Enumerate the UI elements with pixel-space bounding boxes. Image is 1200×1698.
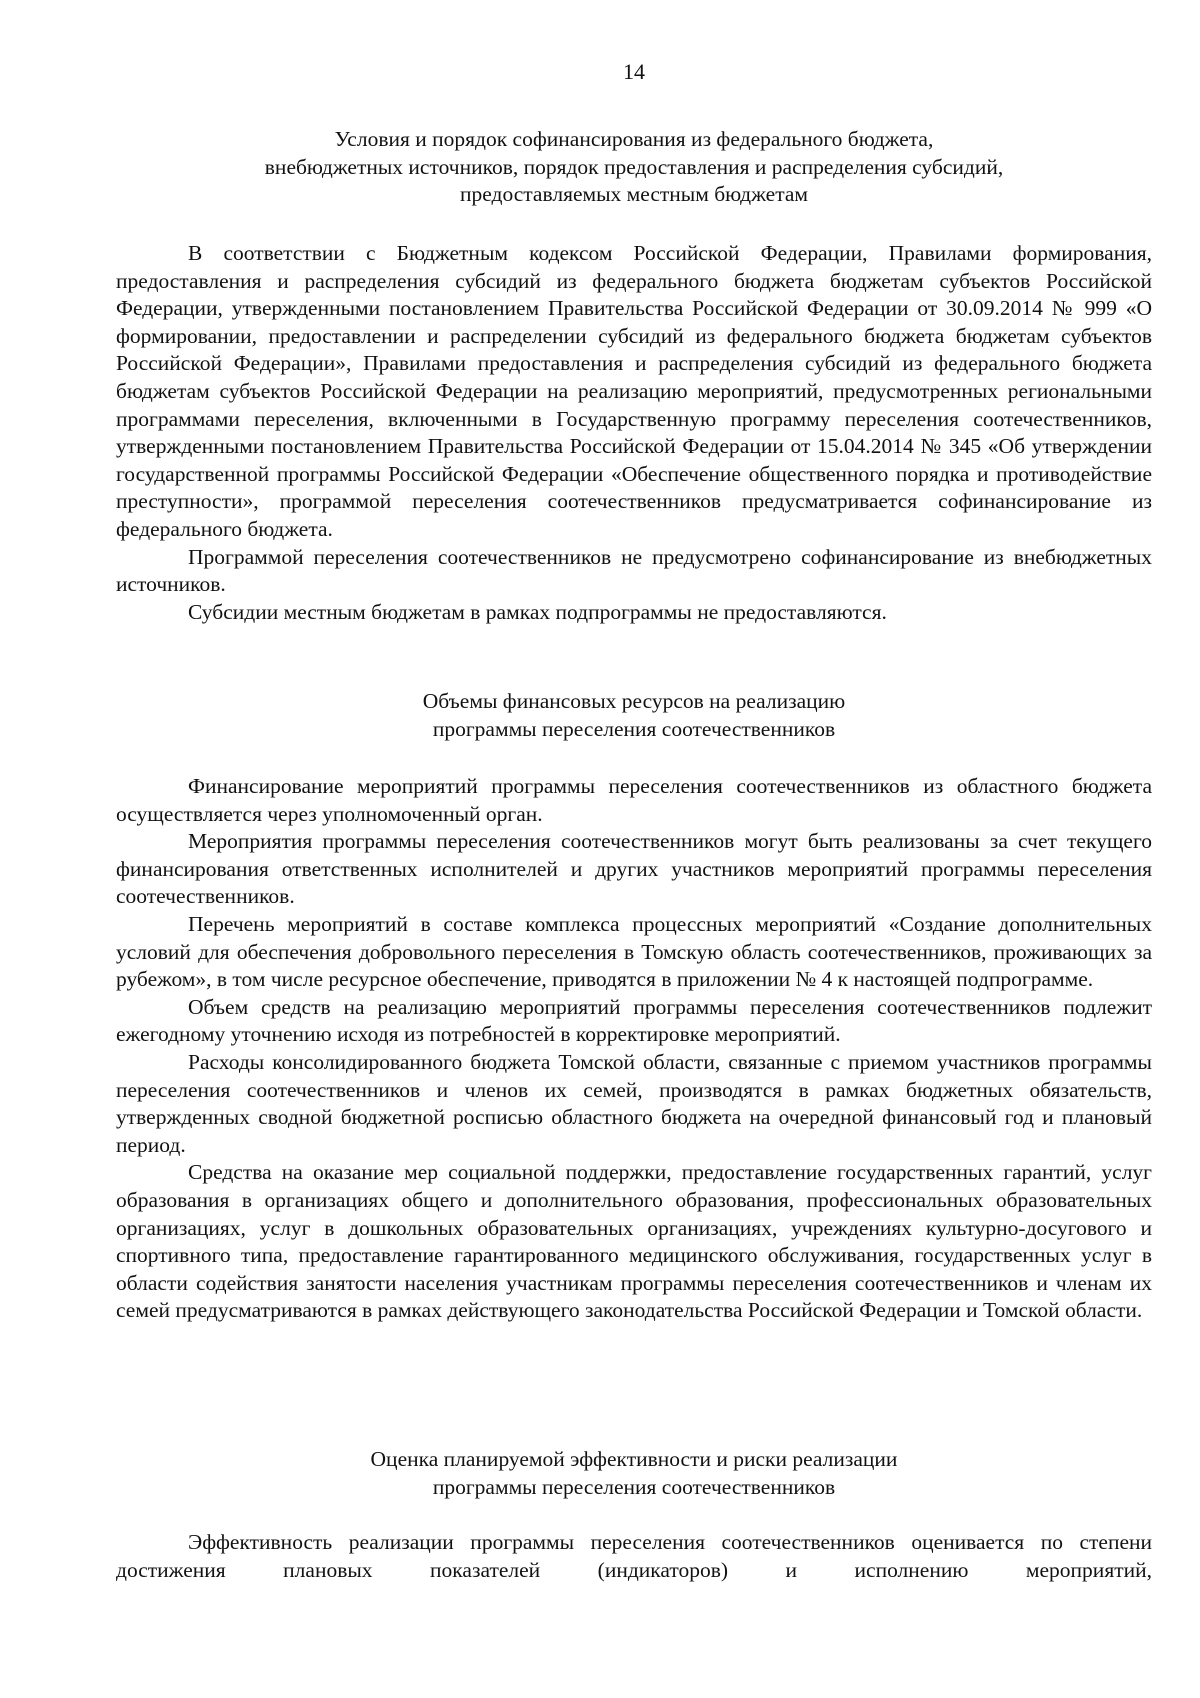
- heading-line: Объемы финансовых ресурсов на реализацию: [422, 689, 846, 713]
- section-heading-cofinancing: [116, 126, 1152, 209]
- section-body-financial-resources: [116, 773, 1152, 1325]
- heading-line: Условия и порядок софинансирования из федерального бюджета,: [334, 127, 934, 151]
- section-body-efficiency-risks: [116, 1529, 1152, 1584]
- section-heading-efficiency-risks: [116, 1446, 1152, 1501]
- paragraph: В соответствии с Бюджетным кодексом Российской Федерации, Правилами формирования, предоставления и распределения субсидий из федерального бюджета бюджетам субъектов Российской Федерации, утвержденными постановлением Правительства Российской Федерации от 30.09.2014 № 999 «О формировании, предоставлении и распределении субсидий из федерального бюджета бюджетам субъектов Российской Федерации», Правилами предоставления и распределения субсидий из федерального бюджета бюджетам субъектов Российской Федерации на реализацию мероприятий, предусмотренных региональными программами переселения, включенными в Государственную программу переселения соотечественников, утвержденными постановлением Правительства Российской Федерации от 15.04.2014 № 345 «Об утверждении государственной программы Российской Федерации «Обеспечение общественного порядка и противодействие преступности», программой переселения соотечественников предусматривается софинансирование из федерального бюджета.: [116, 241, 1152, 541]
- section-body-cofinancing: [116, 240, 1152, 626]
- heading-line: предоставляемых местным бюджетам: [459, 182, 808, 206]
- heading-line: программы переселения соотечественников: [432, 1474, 836, 1499]
- paragraph: Программой переселения соотечественников не предусмотрено софинансирование из внебюджетных источников.: [116, 544, 1152, 597]
- paragraph: Субсидии местным бюджетам в рамках подпрограммы не предоставляются.: [188, 599, 887, 624]
- paragraph: Объем средств на реализацию мероприятий программы переселения соотечественников подлежит ежегодному уточнению исходя из потребностей в корректировке мероприятий.: [116, 994, 1152, 1047]
- paragraph: Средства на оказание мер социальной поддержки, предоставление государственных гарантий, услуг образования в организациях общего и дополнительного образования, профессиональных образовательных организациях, услуг в дошкольных образовательных организациях, учреждениях культурно-досугового и спортивного типа, предоставление гарантированного медицинского обслуживания, государственных услуг в области содействия занятости населения участникам программы переселения соотечественников и членам их семей предусматриваются в рамках действующего законодательства Российской Федерации и Томской области.: [116, 1160, 1152, 1323]
- page-number: 14: [623, 59, 645, 84]
- paragraph: Расходы консолидированного бюджета Томской области, связанные с приемом участников программы переселения соотечественников и членов их семей, производятся в рамках бюджетных обязательств, утвержденных сводной бюджетной росписью областного бюджета на очередной финансовый год и плановый период.: [116, 1049, 1152, 1157]
- heading-line: программы переселения соотечественников: [432, 716, 836, 741]
- paragraph: Перечень мероприятий в составе комплекса процессных мероприятий «Создание дополнительных условий для обеспечения добровольного переселения в Томскую область соотечественников, проживающих за рубежом», в том числе ресурсное обеспечение, приводятся в приложении № 4 к настоящей подпрограмме.: [116, 911, 1152, 992]
- paragraph: Финансирование мероприятий программы переселения соотечественников из областного бюджета осуществляется через уполномоченный орган.: [116, 774, 1152, 826]
- paragraph: Эффективность реализации программы переселения соотечественников оценивается по степени достижения плановых показателей (индикаторов) и исполнению мероприятий,: [116, 1530, 1152, 1582]
- heading-line: внебюджетных источников, порядок предоставления и распределения субсидий,: [264, 154, 1004, 179]
- paragraph: Мероприятия программы переселения соотечественников могут быть реализованы за счет текущего финансирования ответственных исполнителей и других участников мероприятий программы переселения соотечественников.: [116, 829, 1152, 909]
- heading-line: Оценка планируемой эффективности и риски реализации: [370, 1447, 898, 1471]
- section-heading-financial-resources: [116, 688, 1152, 743]
